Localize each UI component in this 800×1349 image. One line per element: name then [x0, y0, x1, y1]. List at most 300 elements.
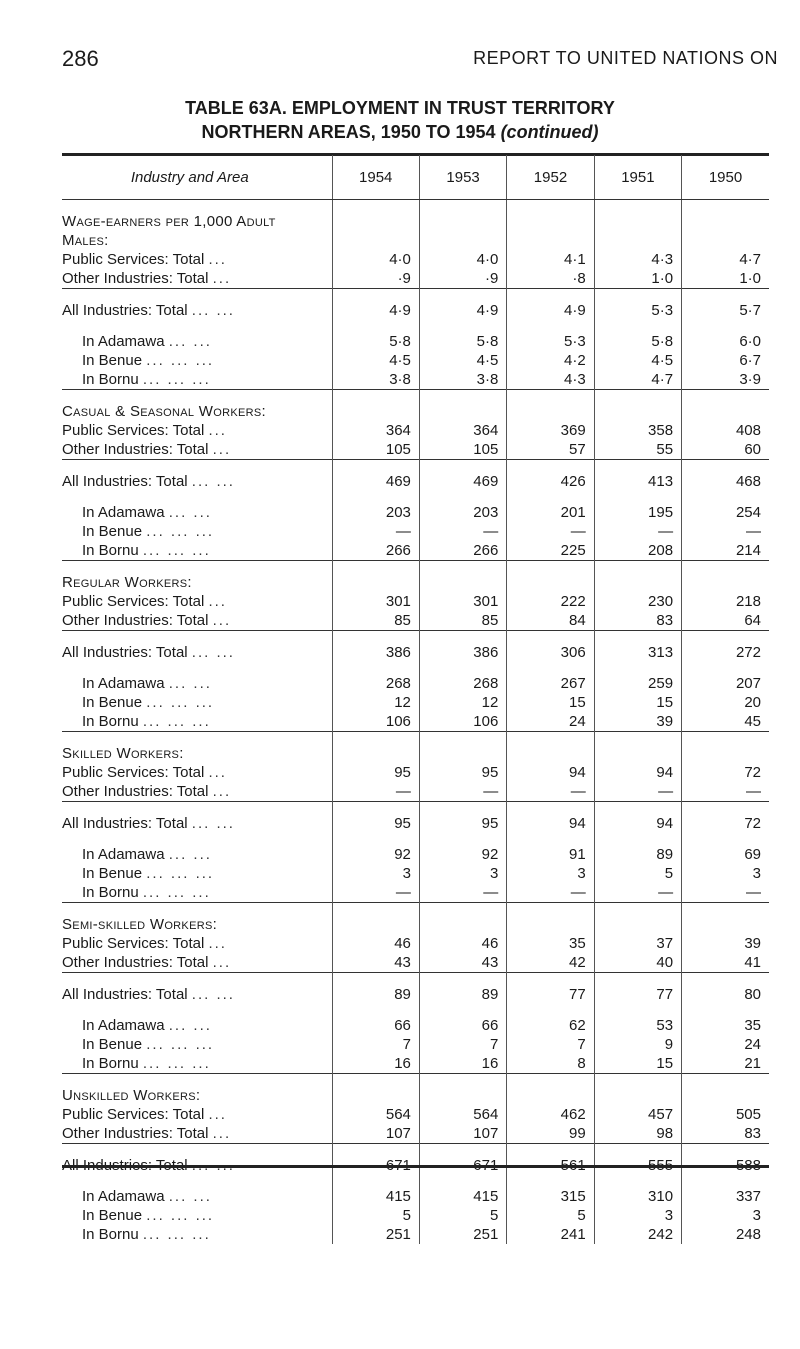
spacer-cell [594, 903, 681, 916]
spacer-cell [332, 1175, 419, 1187]
value-cell: 98 [594, 1124, 681, 1144]
spacer-cell [682, 320, 769, 332]
spacer-cell [419, 200, 506, 213]
spacer-row [62, 460, 769, 473]
spacer-cell [419, 561, 506, 574]
table-row [62, 1105, 769, 1124]
spacer-cell [419, 833, 506, 845]
value-cell: — [594, 522, 681, 541]
header-year: 1952 [507, 155, 594, 200]
leader-dots: ... ... ... [142, 884, 211, 901]
spacer-cell [507, 631, 594, 644]
spacer-cell [682, 200, 769, 213]
spacer-cell [507, 491, 594, 503]
value-cell: 16 [419, 1054, 506, 1074]
leader-dots: ... ... ... [142, 713, 211, 730]
leader-dots: ... ... [191, 644, 235, 661]
section-heading-row [62, 1086, 769, 1105]
value-cell: 94 [594, 814, 681, 833]
spacer-row [62, 561, 769, 574]
value-cell: — [682, 522, 769, 541]
row-label-text: In Adamawa [82, 333, 165, 350]
leader-dots: ... [208, 593, 227, 610]
table-row [62, 782, 769, 802]
row-label-text: In Bornu [82, 1055, 139, 1072]
value-cell: 15 [594, 693, 681, 712]
employment-table [62, 155, 769, 1244]
title-line-1: TABLE 63A. EMPLOYMENT IN TRUST TERRITORY [185, 98, 615, 118]
value-cell: 83 [682, 1124, 769, 1144]
value-cell: 4·3 [594, 250, 681, 269]
table-row [62, 351, 769, 370]
value-cell: — [332, 782, 419, 802]
value-cell: 105 [419, 440, 506, 460]
spacer-cell [332, 903, 419, 916]
value-cell: 4·1 [507, 250, 594, 269]
value-cell: 203 [419, 503, 506, 522]
page-number: 286 [62, 46, 99, 71]
value-cell: 5 [332, 1206, 419, 1225]
value-cell: 4·7 [682, 250, 769, 269]
header-year: 1950 [682, 155, 769, 200]
row-label [62, 503, 332, 522]
spacer-cell [507, 732, 594, 745]
table-row [62, 440, 769, 460]
value-cell: — [419, 782, 506, 802]
employment-table-container [62, 155, 769, 1244]
empty-cell [332, 573, 419, 592]
value-cell: 413 [594, 472, 681, 491]
row-label-text: In Adamawa [82, 504, 165, 521]
spacer-cell [594, 802, 681, 815]
value-cell: 39 [594, 712, 681, 732]
table-row [62, 1225, 769, 1244]
value-cell: 46 [332, 934, 419, 953]
spacer-row [62, 1144, 769, 1157]
spacer-cell [419, 320, 506, 332]
value-cell: 3 [332, 864, 419, 883]
value-cell: 24 [682, 1035, 769, 1054]
table-row [62, 934, 769, 953]
empty-cell [682, 744, 769, 763]
leader-dots: ... ... ... [146, 1207, 215, 1224]
value-cell: 3·9 [682, 370, 769, 390]
row-label [62, 472, 332, 491]
spacer-cell [419, 1144, 506, 1157]
value-cell: 251 [419, 1225, 506, 1244]
page-header [0, 46, 800, 76]
value-cell: 43 [419, 953, 506, 973]
row-label [62, 883, 332, 903]
spacer-cell [682, 390, 769, 403]
spacer-cell [62, 390, 332, 403]
table-bottom-rule [62, 1165, 769, 1168]
section-heading-row [62, 573, 769, 592]
header-year: 1954 [332, 155, 419, 200]
row-label [62, 332, 332, 351]
row-label-text: In Benue [82, 523, 143, 540]
empty-cell [419, 744, 506, 763]
value-cell: 84 [507, 611, 594, 631]
spacer-row [62, 631, 769, 644]
table-row [62, 269, 769, 289]
spacer-cell [62, 732, 332, 745]
value-cell: 266 [419, 541, 506, 561]
spacer-row [62, 1004, 769, 1016]
value-cell: 462 [507, 1105, 594, 1124]
value-cell: 3 [507, 864, 594, 883]
empty-cell [594, 212, 681, 231]
row-label-text: In Benue [82, 694, 143, 711]
row-label-text: Public Services: Total [62, 422, 205, 439]
row-label [62, 1225, 332, 1244]
row-label [62, 1124, 332, 1144]
value-cell: 7 [507, 1035, 594, 1054]
value-cell: 12 [419, 693, 506, 712]
value-cell: 5·8 [594, 332, 681, 351]
section-heading: Unskilled Workers: [62, 1087, 201, 1104]
empty-cell [419, 1086, 506, 1105]
row-label [62, 845, 332, 864]
value-cell: 457 [594, 1105, 681, 1124]
value-cell: 106 [419, 712, 506, 732]
value-cell: 20 [682, 693, 769, 712]
spacer-cell [682, 802, 769, 815]
spacer-cell [507, 460, 594, 473]
spacer-cell [332, 732, 419, 745]
row-label [62, 370, 332, 390]
leader-dots: ... [212, 441, 232, 458]
value-cell: — [682, 883, 769, 903]
value-cell: 8 [507, 1054, 594, 1074]
table-row [62, 421, 769, 440]
value-cell: 268 [419, 674, 506, 693]
value-cell: 222 [507, 592, 594, 611]
table-row [62, 332, 769, 351]
row-label [62, 541, 332, 561]
value-cell: 105 [332, 440, 419, 460]
row-label [62, 712, 332, 732]
leader-dots: ... ... [191, 302, 235, 319]
value-cell: 4·9 [332, 301, 419, 320]
table-row [62, 1187, 769, 1206]
spacer-cell [332, 802, 419, 815]
spacer-cell [594, 732, 681, 745]
value-cell: 85 [419, 611, 506, 631]
spacer-cell [507, 1175, 594, 1187]
spacer-row [62, 320, 769, 332]
value-cell: 5·3 [594, 301, 681, 320]
value-cell: 201 [507, 503, 594, 522]
value-cell: 72 [682, 814, 769, 833]
row-label-text: In Bornu [82, 884, 139, 901]
value-cell: 46 [419, 934, 506, 953]
spacer-cell [594, 1004, 681, 1016]
spacer-cell [332, 320, 419, 332]
value-cell: 272 [682, 643, 769, 662]
leader-dots: ... [212, 612, 232, 629]
spacer-cell [682, 1175, 769, 1187]
value-cell: 4·5 [419, 351, 506, 370]
leader-dots: ... ... [191, 986, 235, 1003]
value-cell: 92 [419, 845, 506, 864]
row-label [62, 1105, 332, 1124]
spacer-cell [682, 662, 769, 674]
spacer-row [62, 390, 769, 403]
empty-cell [682, 402, 769, 421]
value-cell: 55 [594, 440, 681, 460]
table-row [62, 643, 769, 662]
value-cell: — [419, 883, 506, 903]
row-label-text: In Adamawa [82, 1017, 165, 1034]
spacer-cell [507, 200, 594, 213]
spacer-cell [594, 1175, 681, 1187]
spacer-cell [419, 732, 506, 745]
row-label-text: Other Industries: Total [62, 270, 209, 287]
spacer-cell [682, 1144, 769, 1157]
value-cell: 214 [682, 541, 769, 561]
row-label [62, 592, 332, 611]
spacer-cell [62, 833, 332, 845]
row-label [62, 301, 332, 320]
row-label-text: In Bornu [82, 542, 139, 559]
leader-dots: ... [208, 251, 227, 268]
spacer-cell [419, 491, 506, 503]
table-row [62, 541, 769, 561]
spacer-cell [507, 390, 594, 403]
spacer-cell [507, 1074, 594, 1087]
value-cell: 69 [682, 845, 769, 864]
table-row [62, 472, 769, 491]
value-cell: 35 [682, 1016, 769, 1035]
row-label-text: In Benue [82, 1207, 143, 1224]
value-cell: 83 [594, 611, 681, 631]
title-line-2: NORTHERN AREAS, 1950 TO 1954 (continued) [201, 122, 599, 142]
spacer-cell [332, 631, 419, 644]
spacer-cell [332, 973, 419, 986]
value-cell: 306 [507, 643, 594, 662]
spacer-cell [682, 491, 769, 503]
header-year: 1951 [594, 155, 681, 200]
row-label-text: All Industries: Total [62, 986, 188, 1003]
value-cell: 4·9 [507, 301, 594, 320]
leader-dots: ... ... ... [142, 371, 211, 388]
leader-dots: ... ... [191, 473, 235, 490]
spacer-row [62, 732, 769, 745]
spacer-cell [419, 903, 506, 916]
spacer-cell [62, 320, 332, 332]
value-cell: 415 [332, 1187, 419, 1206]
section-heading-row [62, 744, 769, 763]
row-label [62, 814, 332, 833]
empty-cell [507, 573, 594, 592]
spacer-cell [62, 631, 332, 644]
spacer-row [62, 1074, 769, 1087]
row-label [62, 1054, 332, 1074]
value-cell: 6·7 [682, 351, 769, 370]
leader-dots: ... ... [168, 675, 212, 692]
leader-dots: ... [212, 954, 232, 971]
value-cell: 259 [594, 674, 681, 693]
table-row [62, 763, 769, 782]
value-cell: 62 [507, 1016, 594, 1035]
value-cell: 7 [419, 1035, 506, 1054]
leader-dots: ... [208, 764, 227, 781]
value-cell: ·8 [507, 269, 594, 289]
row-label [62, 934, 332, 953]
row-label-text: In Bornu [82, 1226, 139, 1243]
row-label-text: Public Services: Total [62, 764, 205, 781]
table-header-row [62, 155, 769, 200]
value-cell: 207 [682, 674, 769, 693]
spacer-cell [507, 802, 594, 815]
table-row [62, 814, 769, 833]
value-cell: 12 [332, 693, 419, 712]
spacer-cell [507, 1004, 594, 1016]
table-row [62, 301, 769, 320]
spacer-cell [419, 1074, 506, 1087]
value-cell: 107 [332, 1124, 419, 1144]
value-cell: 386 [419, 643, 506, 662]
value-cell: 5 [419, 1206, 506, 1225]
table-row [62, 1124, 769, 1144]
spacer-row [62, 491, 769, 503]
leader-dots: ... ... ... [146, 523, 215, 540]
value-cell: ·9 [332, 269, 419, 289]
header-industry-area: Industry and Area [62, 155, 332, 200]
empty-cell [594, 231, 681, 250]
spacer-row [62, 833, 769, 845]
leader-dots: ... ... ... [142, 542, 211, 559]
spacer-cell [594, 833, 681, 845]
spacer-cell [682, 561, 769, 574]
value-cell: 89 [594, 845, 681, 864]
value-cell: 21 [682, 1054, 769, 1074]
row-label [62, 1035, 332, 1054]
spacer-cell [419, 460, 506, 473]
empty-cell [507, 231, 594, 250]
spacer-cell [682, 289, 769, 302]
spacer-cell [507, 320, 594, 332]
value-cell: 469 [419, 472, 506, 491]
empty-cell [682, 231, 769, 250]
row-label [62, 864, 332, 883]
spacer-cell [682, 631, 769, 644]
row-label-text: In Benue [82, 352, 143, 369]
spacer-cell [62, 200, 332, 213]
value-cell: 218 [682, 592, 769, 611]
row-label-text: All Industries: Total [62, 644, 188, 661]
value-cell: 91 [507, 845, 594, 864]
value-cell: 3 [682, 1206, 769, 1225]
value-cell: 4·7 [594, 370, 681, 390]
empty-cell [419, 573, 506, 592]
spacer-cell [682, 460, 769, 473]
value-cell: 15 [594, 1054, 681, 1074]
spacer-cell [594, 320, 681, 332]
spacer-cell [682, 973, 769, 986]
spacer-cell [332, 833, 419, 845]
spacer-cell [332, 200, 419, 213]
spacer-cell [62, 1074, 332, 1087]
value-cell: 94 [594, 763, 681, 782]
value-cell: 241 [507, 1225, 594, 1244]
value-cell: 72 [682, 763, 769, 782]
spacer-cell [594, 390, 681, 403]
value-cell: 5·7 [682, 301, 769, 320]
value-cell: 107 [419, 1124, 506, 1144]
value-cell: 254 [682, 503, 769, 522]
value-cell: 77 [507, 985, 594, 1004]
value-cell: 95 [332, 814, 419, 833]
value-cell: 301 [419, 592, 506, 611]
value-cell: 5 [594, 864, 681, 883]
value-cell: — [507, 782, 594, 802]
spacer-row [62, 1175, 769, 1187]
value-cell: 469 [332, 472, 419, 491]
row-label [62, 1206, 332, 1225]
table-row [62, 845, 769, 864]
value-cell: 1·0 [682, 269, 769, 289]
spacer-cell [507, 1144, 594, 1157]
section-heading-row [62, 231, 769, 250]
row-label [62, 351, 332, 370]
spacer-cell [62, 1175, 332, 1187]
section-heading-row [62, 212, 769, 231]
value-cell: — [682, 782, 769, 802]
leader-dots: ... [212, 1125, 232, 1142]
row-label [62, 421, 332, 440]
value-cell: 66 [332, 1016, 419, 1035]
row-label-text: Other Industries: Total [62, 954, 209, 971]
empty-cell [682, 1086, 769, 1105]
table-row [62, 592, 769, 611]
table-row [62, 370, 769, 390]
value-cell: 45 [682, 712, 769, 732]
table-body [62, 200, 769, 1245]
empty-cell [332, 1086, 419, 1105]
empty-cell [419, 915, 506, 934]
row-label-text: In Adamawa [82, 846, 165, 863]
value-cell: 5·3 [507, 332, 594, 351]
leader-dots: ... ... [168, 1017, 212, 1034]
value-cell: 415 [419, 1187, 506, 1206]
value-cell: 564 [419, 1105, 506, 1124]
value-cell: — [419, 522, 506, 541]
value-cell: 315 [507, 1187, 594, 1206]
spacer-cell [594, 973, 681, 986]
spacer-cell [419, 390, 506, 403]
empty-cell [594, 402, 681, 421]
row-label [62, 782, 332, 802]
spacer-cell [62, 802, 332, 815]
table-row [62, 1054, 769, 1074]
spacer-row [62, 973, 769, 986]
value-cell: 242 [594, 1225, 681, 1244]
spacer-row [62, 200, 769, 213]
value-cell: 364 [419, 421, 506, 440]
value-cell: 3·8 [419, 370, 506, 390]
spacer-cell [682, 833, 769, 845]
empty-cell [419, 402, 506, 421]
spacer-cell [419, 1175, 506, 1187]
row-label-text: All Industries: Total [62, 815, 188, 832]
leader-dots: ... ... ... [146, 865, 215, 882]
value-cell: 64 [682, 611, 769, 631]
spacer-cell [419, 662, 506, 674]
value-cell: — [594, 883, 681, 903]
spacer-cell [62, 561, 332, 574]
